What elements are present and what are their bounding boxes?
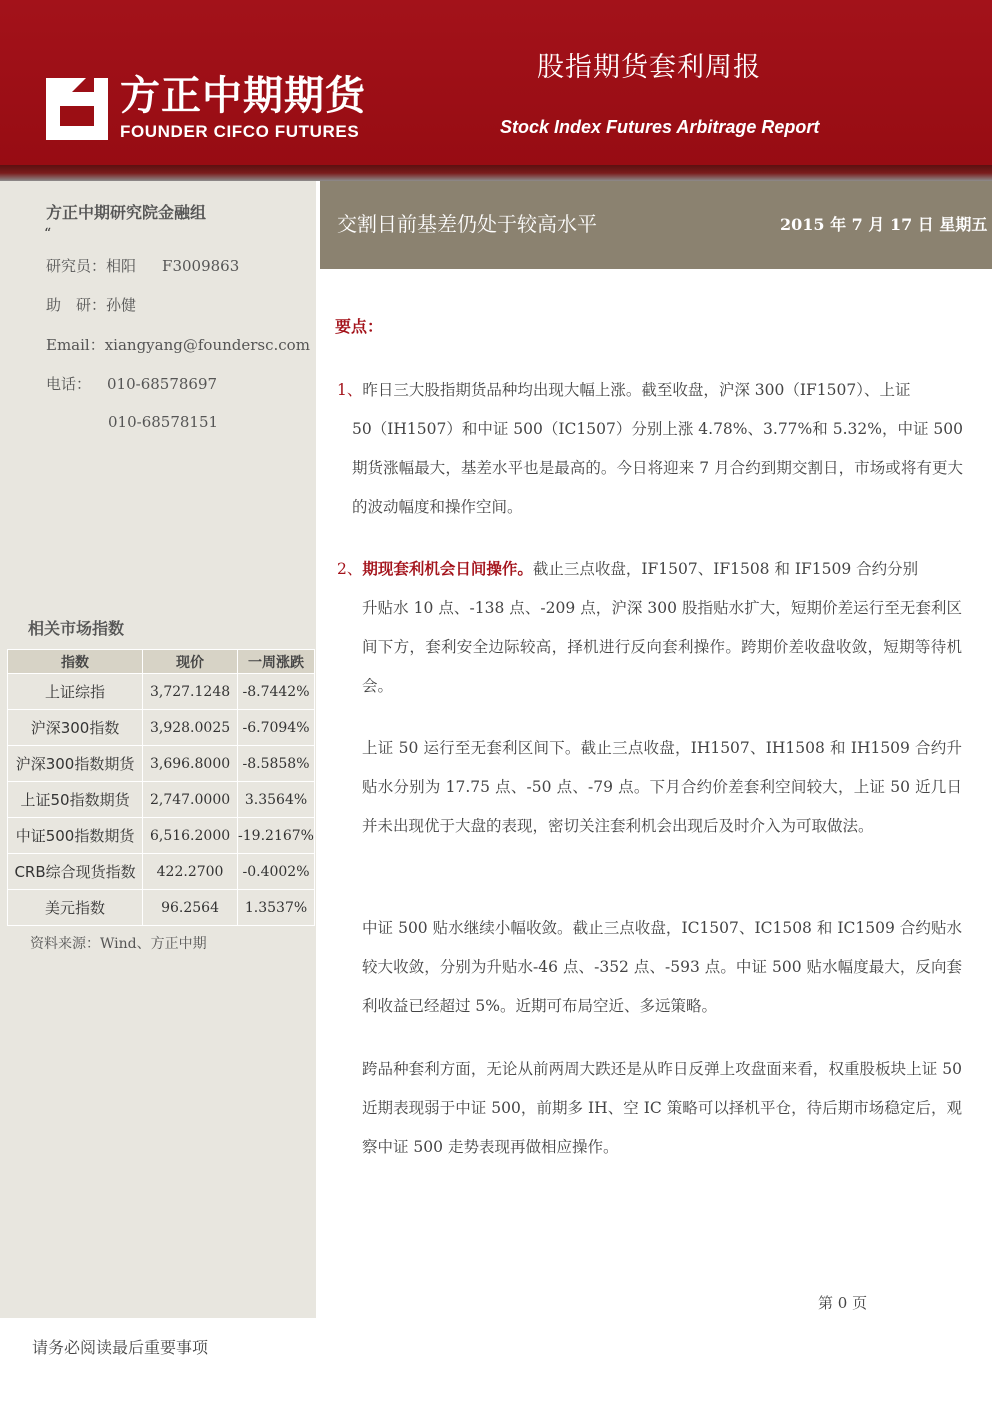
table-row xyxy=(8,890,315,926)
company-name-cn: 方正中期期货 xyxy=(120,73,366,119)
data-source-note: 资料来源：Wind、方正中期 xyxy=(30,936,207,952)
index-change: -0.4002% xyxy=(238,854,315,890)
index-name: CRB综合现货指数 xyxy=(8,854,143,890)
index-price: 422.2700 xyxy=(143,854,238,890)
report-title-cn: 股指期货套利周报 xyxy=(537,52,761,83)
index-name: 上证50指数期货 xyxy=(8,782,143,818)
email-line xyxy=(46,334,310,355)
phone-number-1: 010-68578697 xyxy=(107,375,218,393)
header-divider xyxy=(0,165,992,181)
company-name-en: FOUNDER CIFCO FUTURES xyxy=(120,122,360,141)
point-1-first-text: 昨日三大股指期货品种均出现大幅上涨。截至收盘，沪深 300（IF1507）、上证 xyxy=(362,381,911,399)
index-change: 1.3537% xyxy=(238,890,315,926)
assistant-line xyxy=(46,294,136,315)
index-name: 中证500指数期货 xyxy=(8,818,143,854)
report-date: 2015 年 7 月 17 日 星期五 xyxy=(780,215,988,234)
paragraph-sse50: 上证 50 运行至无套利区间下。截止三点收盘，IH1507、IH1508 和 IH1509 合约升贴水分别为 17.75 点、-50 点、-79 点。下月合约价差套利空间较大，上证 50 近几日并未出现优于大盘的表现，密切关注套利机会出现后及时介入为可取做法。 xyxy=(362,739,962,835)
quote-mark: “ xyxy=(44,226,52,242)
assistant-label: 助 研： xyxy=(46,296,107,314)
index-name: 上证综指 xyxy=(8,674,143,710)
index-price: 3,928.0025 xyxy=(143,710,238,746)
researcher-name: 相阳 xyxy=(106,257,137,275)
paragraph-csi500: 中证 500 贴水继续小幅收敛。截止三点收盘，IC1507、IC1508 和 IC1509 合约贴水较大收敛，分别为升贴水-46 点、-352 点、-593 点。中证 500 贴水幅度最大，反向套利收益已经超过 5%。近期可布局空近、多远策略。 xyxy=(362,919,962,1015)
col-header-price: 现价 xyxy=(143,650,238,674)
company-logo-icon xyxy=(46,78,108,140)
email-link[interactable]: xiangyang@foundersc.com xyxy=(104,336,310,354)
phone-line xyxy=(46,373,217,394)
paragraph-cross-variety: 跨品种套利方面，无论从前两周大跌还是从昨日反弹上攻盘面来看，权重股板块上证 50 近期表现弱于中证 500，前期多 IH、空 IC 策略可以择机平仓，待后期市场稳定后，观察中证 500 走势表现再做相应操作。 xyxy=(362,1060,962,1156)
index-change: -6.7094% xyxy=(238,710,315,746)
point-2-heading: 期现套利机会日间操作。 xyxy=(362,560,533,578)
col-header-change: 一周涨跌 xyxy=(238,650,315,674)
researcher-line xyxy=(46,255,239,276)
table-header-row xyxy=(8,650,315,674)
table-row xyxy=(8,818,315,854)
index-change: -8.5858% xyxy=(238,746,315,782)
phone-number-2: 010-68578151 xyxy=(108,413,219,431)
index-price: 96.2564 xyxy=(143,890,238,926)
page-number: 第 0 页 xyxy=(818,1294,868,1312)
index-change: -8.7442% xyxy=(238,674,315,710)
table-row xyxy=(8,782,315,818)
disclaimer-note: 请务必阅读最后重要事项 xyxy=(32,1338,209,1357)
email-label: Email： xyxy=(46,336,105,354)
index-change: -19.2167% xyxy=(238,818,315,854)
table-row xyxy=(8,854,315,890)
col-header-index: 指数 xyxy=(8,650,143,674)
research-group: 方正中期研究院金融组 xyxy=(46,203,207,222)
point-2-first-line xyxy=(337,550,963,589)
key-points-heading: 要点： xyxy=(335,317,384,336)
index-name: 沪深300指数期货 xyxy=(8,746,143,782)
report-title-en: Stock Index Futures Arbitrage Report xyxy=(500,117,820,137)
point-2-body: 升贴水 10 点、-138 点、-209 点，沪深 300 股指贴水扩大，短期价差运行至无套利区间下方，套利安全边际较高，择机进行反向套利操作。跨期价差收盘收敛，短期等待机会。 xyxy=(362,599,962,695)
index-price: 3,696.8000 xyxy=(143,746,238,782)
assistant-name: 孙健 xyxy=(106,296,137,314)
article-title: 交割日前基差仍处于较高水平 xyxy=(337,212,597,236)
index-price: 6,516.2000 xyxy=(143,818,238,854)
market-index-title: 相关市场指数 xyxy=(28,619,125,638)
index-price: 3,727.1248 xyxy=(143,674,238,710)
researcher-label: 研究员： xyxy=(46,257,107,275)
market-index-table xyxy=(7,649,315,926)
index-price: 2,747.0000 xyxy=(143,782,238,818)
researcher-id: F3009863 xyxy=(162,257,240,275)
index-change: 3.3564% xyxy=(238,782,315,818)
table-row xyxy=(8,674,315,710)
point-1-number: 1、 xyxy=(337,381,363,399)
point-2-number: 2、 xyxy=(337,560,363,578)
phone-label: 电话： xyxy=(46,375,92,393)
point-1-first-line xyxy=(337,371,963,410)
point-2-first-text: 截止三点收盘，IF1507、IF1508 和 IF1509 合约分别 xyxy=(532,560,919,578)
table-row xyxy=(8,710,315,746)
point-1-body: 50（IH1507）和中证 500（IC1507）分别上涨 4.78%、3.77%和 5.32%，中证 500 期货涨幅最大，基差水平也是最高的。今日将迎来 7 月合约到期交割日，市场或将有更大的波动幅度和操作空间。 xyxy=(352,420,963,516)
table-row xyxy=(8,746,315,782)
index-name: 美元指数 xyxy=(8,890,143,926)
index-name: 沪深300指数 xyxy=(8,710,143,746)
